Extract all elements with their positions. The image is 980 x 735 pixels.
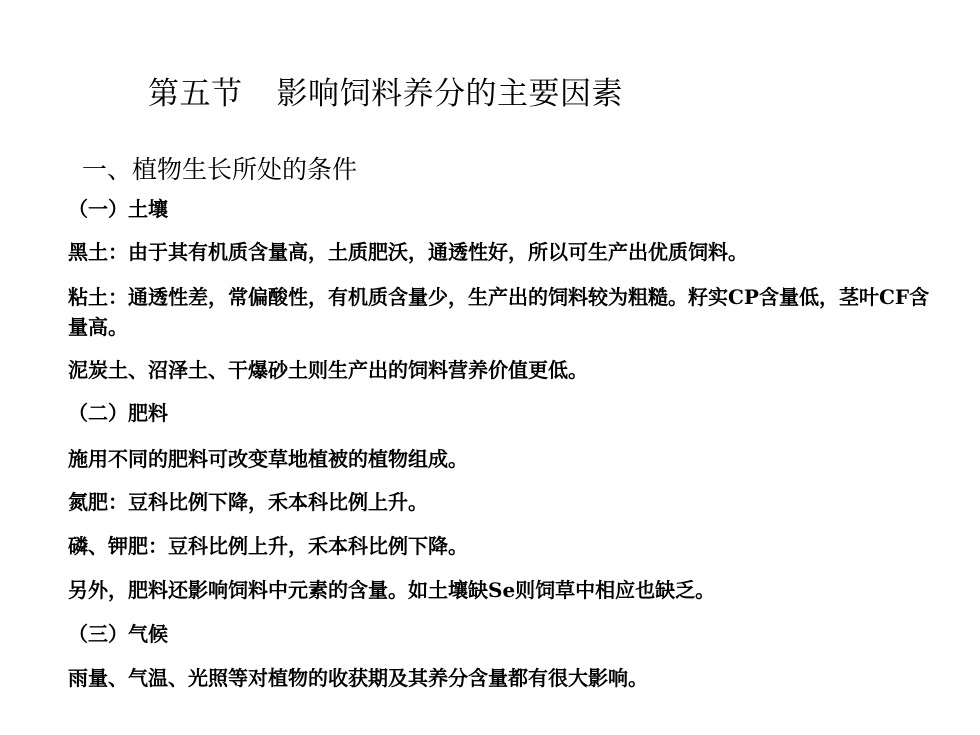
subsection-soil: （一）土壤	[68, 197, 168, 221]
slide-title	[148, 68, 623, 113]
line-peat-soil: 泥炭土、沼泽土、干爆砂土则生产出的饲料营养价值更低。	[68, 358, 588, 382]
subsection-fertilizer: （二）肥料	[68, 401, 168, 425]
section-heading: 一、植物生长所处的条件	[82, 155, 358, 184]
line-phosphorus-potassium: 磷、钾肥：豆科比例上升，禾本科比例下降。	[68, 534, 468, 558]
line-nitrogen: 氮肥：豆科比例下降，禾本科比例上升。	[68, 490, 428, 514]
line-black-soil: 黑土：由于其有机质含量高，土质肥沃，通透性好，所以可生产出优质饲料。	[68, 240, 748, 264]
line-elements: 另外，肥料还影响饲料中元素的含量。如土壤缺Se则饲草中相应也缺乏。	[68, 578, 716, 602]
line-fertilizer-general: 施用不同的肥料可改变草地植被的植物组成。	[68, 447, 468, 471]
title-chapter: 第五节	[148, 76, 243, 112]
line-clay-soil: 粘土：通透性差，常偏酸性，有机质含量少，生产出的饲料较为粗糙。籽实CP含量低，茎叶CF含量高。	[68, 285, 930, 339]
subsection-climate: （三）气候	[68, 622, 168, 646]
line-climate-effect: 雨量、气温、光照等对植物的收获期及其养分含量都有很大影响。	[68, 666, 648, 690]
title-text: 影响饲料养分的主要因素	[276, 76, 623, 112]
